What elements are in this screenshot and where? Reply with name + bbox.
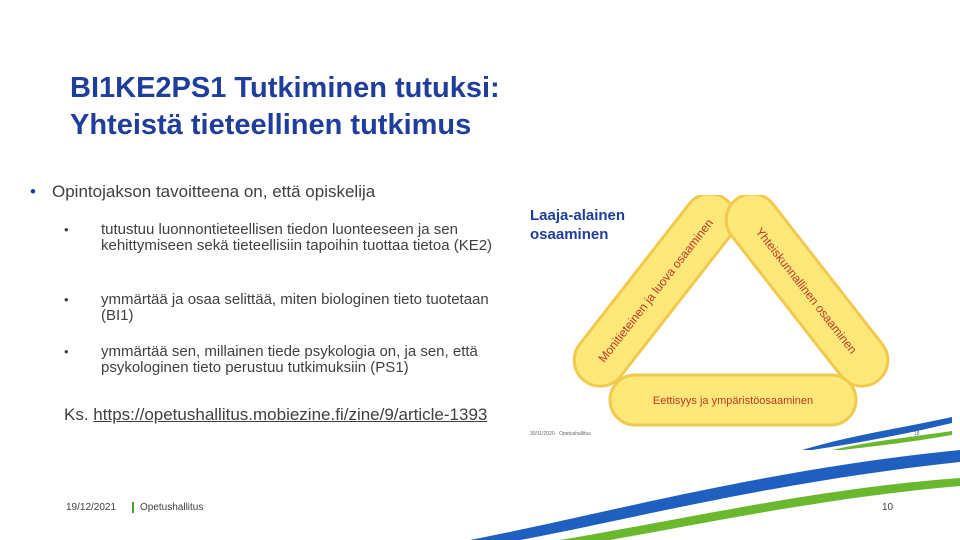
reference-link[interactable]: https://opetushallitus.mobiezine.fi/zine/9/article-1393 xyxy=(93,405,488,424)
page-number: 10 xyxy=(882,502,894,513)
swoosh-blue-band xyxy=(470,450,960,540)
title-line-1: BI1KE2PS1 Tutkiminen tutuksi: xyxy=(70,72,500,104)
bullet-dot: • xyxy=(64,292,69,307)
right-pill-label: Yhteiskunnallinen osaaminen xyxy=(752,224,860,357)
figure-mini-page: 18 xyxy=(914,431,920,437)
bullet-dot: • xyxy=(64,344,69,359)
sub-bullet-text: tutustuu luonnontieteellisen tiedon luonteeseen ja sen kehittymiseen sekä tieteellisiin tapoihin tuottaa tietoa (KE2) xyxy=(101,221,493,254)
bottom-pill-label: Eettisyys ja ympäristöosaaminen xyxy=(652,395,814,407)
footer-organization: Opetushallitus xyxy=(140,502,204,513)
title-line-2: Yhteistä tieteellinen tutkimus xyxy=(70,109,472,141)
figure-heading-line-1: Laaja-alainen xyxy=(530,207,626,224)
bullet-dot: • xyxy=(30,182,36,201)
footer-separator xyxy=(132,502,134,513)
left-pill-label: Monitieteinen ja luova osaaminen xyxy=(595,216,717,366)
sub-bullet-text: ymmärtää sen, millainen tiede psykologia on, ja sen, että psykologinen tieto perustuu tutkimuksiin (PS1) xyxy=(101,343,478,376)
sub-bullet-text: ymmärtää ja osaa selittää, miten biologinen tieto tuotetaan (BI1) xyxy=(101,291,489,324)
main-bullet-text: Opintojakson tavoitteena on, että opiskelija xyxy=(52,182,376,201)
figure-mini-footer: 30/11/2020 · Opetushallitus xyxy=(530,431,591,437)
bullet-dot: • xyxy=(64,222,69,237)
footer-date: 19/12/2021 xyxy=(66,502,117,513)
reference-prefix: Ks. xyxy=(64,405,94,424)
figure-heading-line-2: osaaminen xyxy=(530,226,609,243)
